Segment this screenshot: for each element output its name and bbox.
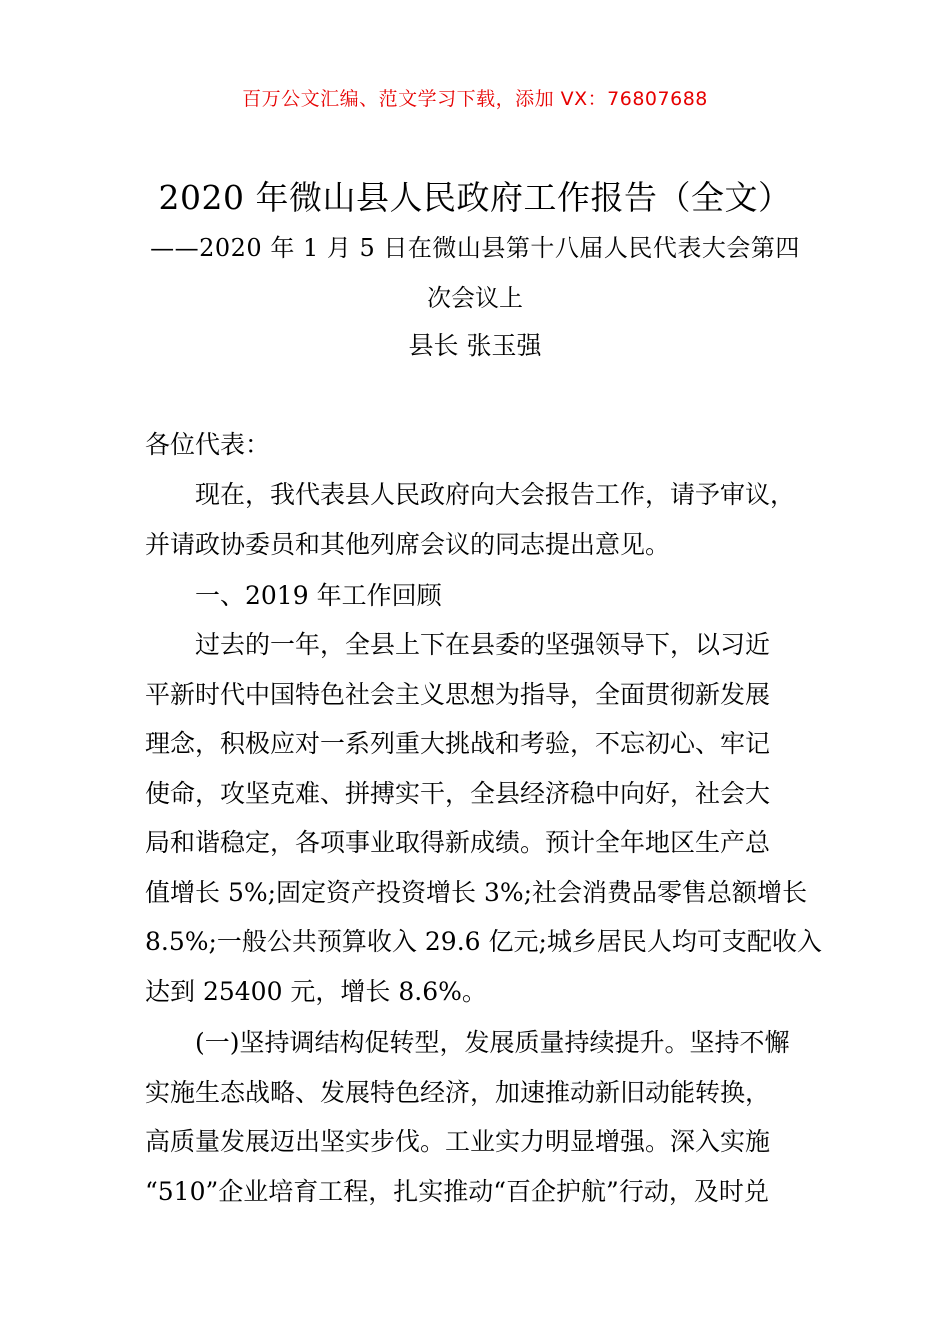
paragraph-line: 并请政协委员和其他列席会议的同志提出意见。 bbox=[145, 529, 671, 559]
author-line: 县长 张玉强 bbox=[408, 331, 542, 360]
paragraph-line: 现在，我代表县人民政府向大会报告工作，请予审议， bbox=[195, 480, 796, 509]
paragraph-intro bbox=[145, 470, 825, 569]
paragraph-line: 实施生态战略、发展特色经济，加速推动新旧动能转换， bbox=[145, 1077, 771, 1107]
paragraph-line: 过去的一年，全县上下在县委的坚强领导下，以习近 bbox=[195, 630, 771, 659]
paragraph-line: (一)坚持调结构促转型，发展质量持续提升。坚持不懈 bbox=[195, 1028, 790, 1057]
paragraph-structure bbox=[145, 1018, 825, 1216]
paragraph-line: 理念，积极应对一系列重大挑战和考验，不忘初心、牢记 bbox=[145, 729, 771, 758]
paragraph-line: 使命，攻坚克难、拼搏实干，全县经济稳中向好，社会大 bbox=[145, 778, 771, 808]
paragraph-line: 达到 25400 元，增长 8.6%。 bbox=[145, 976, 487, 1006]
section-heading bbox=[145, 571, 825, 621]
paragraph-line: 高质量发展迈出坚实步伐。工业实力明显增强。深入实施 bbox=[145, 1127, 771, 1156]
paragraph-line: 局和谐稳定，各项事业取得新成绩。预计全年地区生产总 bbox=[145, 828, 771, 857]
document-title: 2020 年微山县人民政府工作报告（全文） bbox=[158, 178, 792, 217]
paragraph-line: 平新时代中国特色社会主义思想为指导，全面贯彻新发展 bbox=[145, 679, 771, 709]
paragraph-line: “510”企业培育工程，扎实推动“百企护航”行动，及时兑 bbox=[145, 1176, 769, 1206]
section-heading-text: 一、2019 年工作回顾 bbox=[195, 581, 442, 610]
subtitle-line-1: ——2020 年 1 月 5 日在微山县第十八届人民代表大会第四 bbox=[150, 234, 800, 262]
paragraph-line: 值增长 5%;固定资产投资增长 3%;社会消费品零售总额增长 bbox=[145, 877, 808, 907]
watermark-banner: 百万公文汇编、范文学习下载，添加 VX：76807688 bbox=[242, 88, 708, 110]
greeting bbox=[145, 420, 825, 470]
subtitle-line-2: 次会议上 bbox=[427, 284, 523, 312]
paragraph-review bbox=[145, 620, 825, 1016]
greeting-text: 各位代表： bbox=[145, 430, 271, 459]
paragraph-line: 8.5%;一般公共预算收入 29.6 亿元;城乡居民人均可支配收入 bbox=[145, 927, 822, 956]
